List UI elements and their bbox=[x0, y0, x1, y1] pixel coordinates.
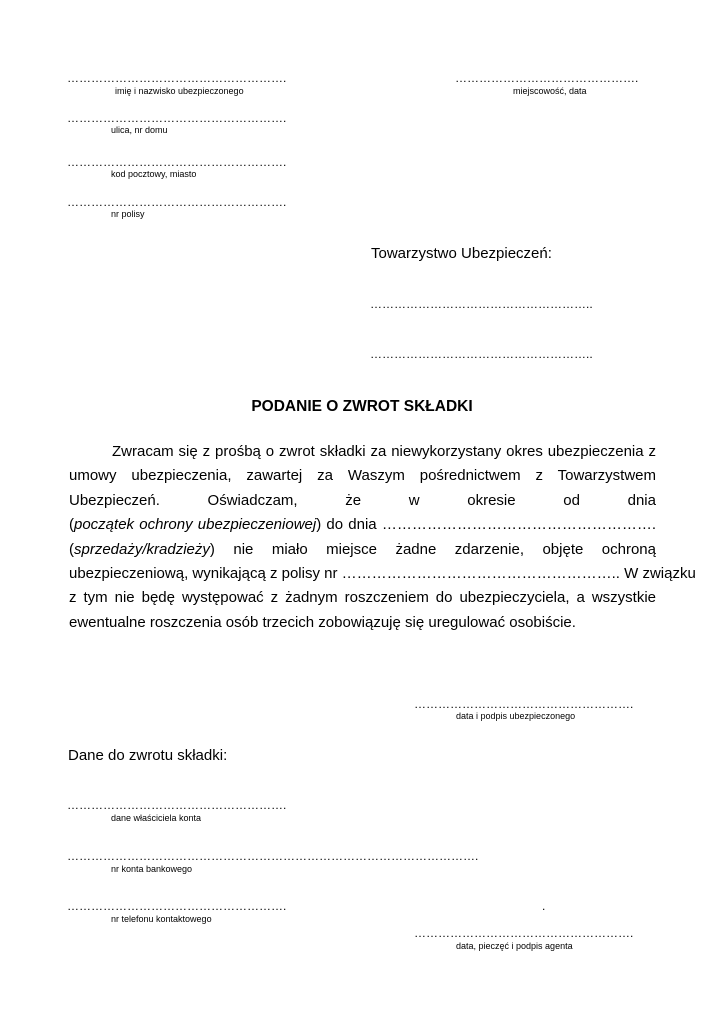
insured-signature-caption: data i podpis ubezpieczonego bbox=[456, 711, 576, 721]
agent-signature-caption: data, pieczęć i podpis agenta bbox=[456, 941, 573, 951]
policy-field-line: ………………………………………………. bbox=[67, 195, 287, 209]
body-line-5-italic: sprzedaży/kradzieży bbox=[74, 540, 210, 558]
street-field-caption: ulica, nr domu bbox=[111, 125, 168, 135]
body-line-1: Zwracam się z prośbą o zwrot składki za niewykorzystany okres ubezpieczenia z bbox=[112, 443, 656, 460]
body-line-7: z tym nie będę występować z żadnym roszczeniem do ubezpieczyciela, a wszystkie bbox=[69, 589, 656, 607]
phone-caption: nr telefonu kontaktowego bbox=[111, 914, 212, 924]
stray-dot: . bbox=[542, 899, 546, 913]
body-line-4-italic: początek ochrony ubezpieczeniowej bbox=[74, 516, 317, 534]
postal-field-caption: kod pocztowy, miasto bbox=[111, 169, 197, 179]
body-line-3: Ubezpieczeń. Oświadczam, że w okresie od dnia bbox=[69, 491, 656, 509]
addressee-line-1: ……………………………………………….. bbox=[370, 297, 593, 311]
refund-section-label: Dane do zwrotu składki: bbox=[68, 747, 228, 764]
body-line-6: ubezpieczeniową, wynikającą z polisy nr ……………………………………………….. W związku bbox=[69, 564, 696, 582]
body-line-4-open: ( bbox=[69, 516, 74, 534]
place-date-field-caption: miejscowość, data bbox=[513, 86, 587, 96]
street-field-line: ………………………………………………. bbox=[67, 111, 287, 125]
bank-account-caption: nr konta bankowego bbox=[111, 864, 193, 874]
agent-signature-line: ………………………………………………. bbox=[414, 926, 634, 940]
insured-signature-line: ………………………………………………. bbox=[414, 697, 634, 711]
body-line-4-rest: ) do dnia ………………………………………………. bbox=[316, 516, 656, 534]
bank-account-line: …………………………………………………………………………………………. bbox=[67, 849, 479, 863]
phone-line: ………………………………………………. bbox=[67, 899, 287, 913]
body-paragraph bbox=[69, 440, 696, 635]
body-line-5-open: ( bbox=[69, 540, 74, 558]
place-date-field-line: ………………………………………. bbox=[455, 71, 639, 85]
body-line-5-rest: ) nie miało miejsce żadne zdarzenie, objęte ochroną bbox=[209, 540, 656, 558]
addressee-line-2: ……………………………………………….. bbox=[370, 347, 593, 361]
name-field-caption: imię i nazwisko ubezpieczonego bbox=[115, 86, 244, 96]
policy-field-caption: nr polisy bbox=[111, 209, 145, 219]
body-line-4 bbox=[69, 513, 656, 537]
body-line-5 bbox=[69, 538, 656, 562]
addressee-label: Towarzystwo Ubezpieczeń: bbox=[371, 245, 552, 262]
account-owner-line: ………………………………………………. bbox=[67, 798, 287, 812]
account-owner-caption: dane właściciela konta bbox=[111, 813, 202, 823]
postal-field-line: ………………………………………………. bbox=[67, 155, 287, 169]
name-field-line: ………………………………………………. bbox=[67, 71, 287, 85]
body-line-2: umowy ubezpieczenia, zawartej za Waszym pośrednictwem z Towarzystwem bbox=[69, 467, 656, 485]
document-title: PODANIE O ZWROT SKŁADKI bbox=[251, 398, 473, 415]
body-line-8: ewentualne roszczenia osób trzecich zobowiązuję się uregulować osobiście. bbox=[69, 613, 576, 631]
